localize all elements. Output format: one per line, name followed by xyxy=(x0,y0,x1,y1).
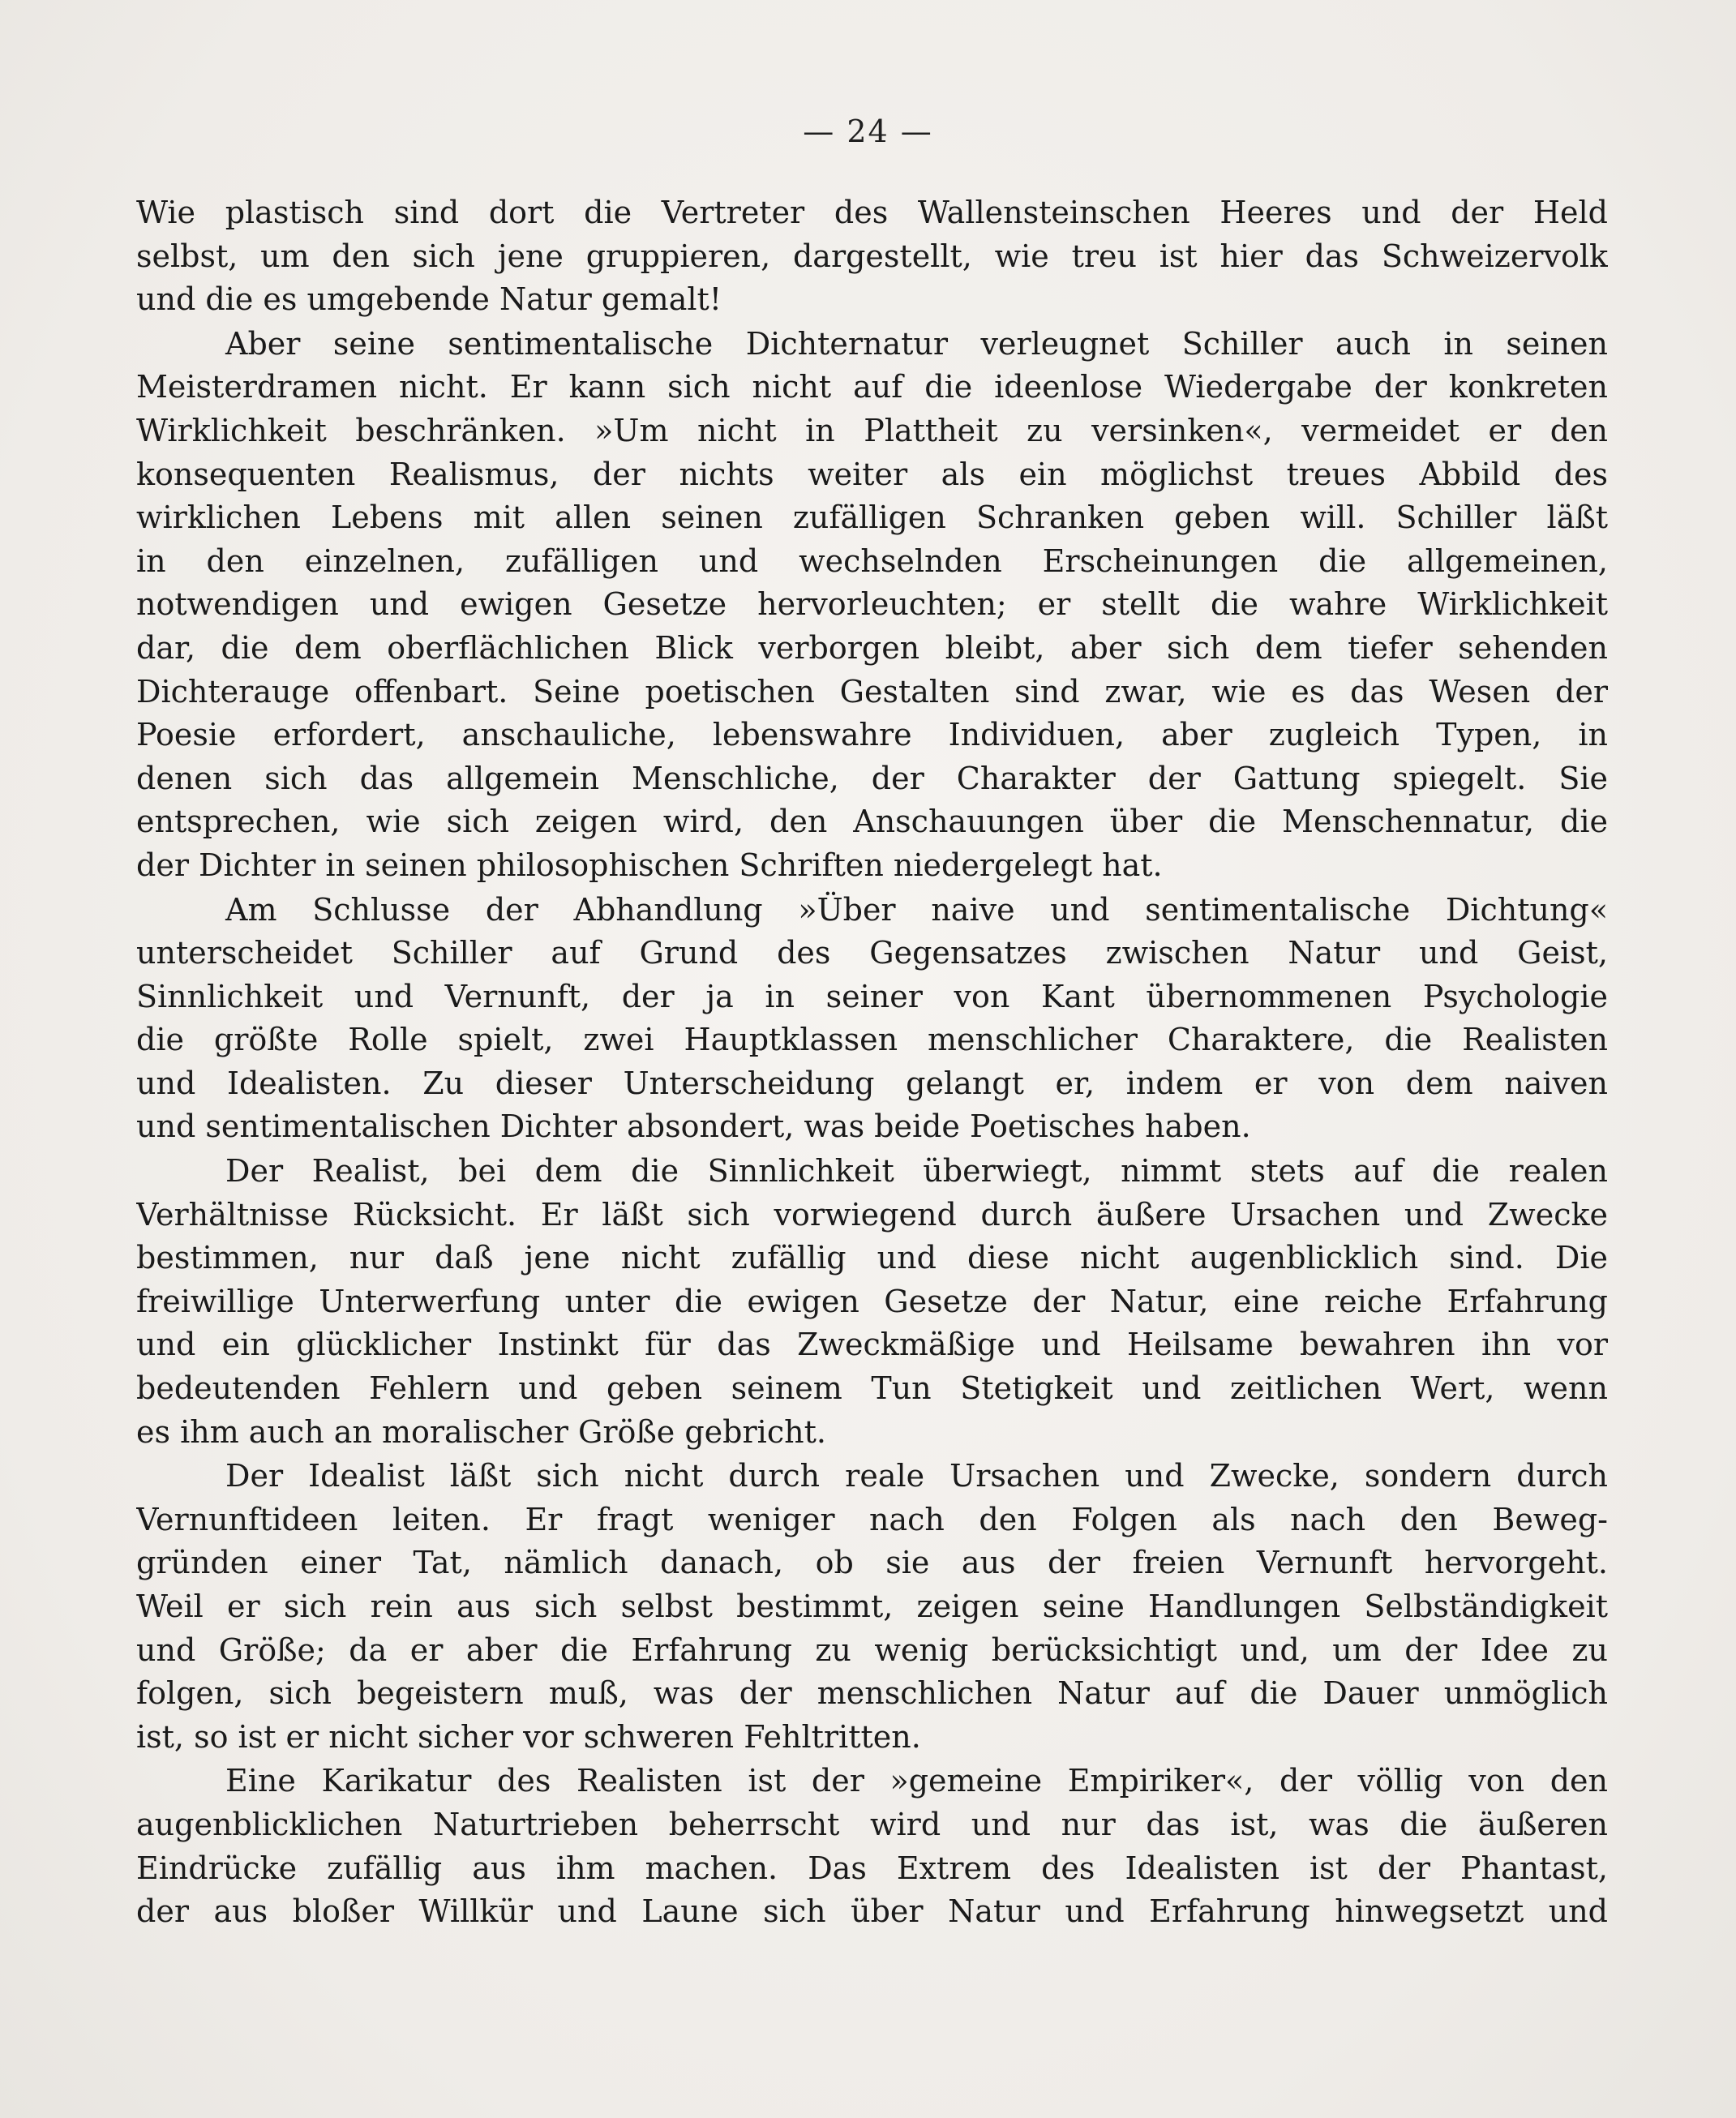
text-line: denen sich das allgemein Menschliche, der Charakter der Gattung spiegelt. Sie xyxy=(136,760,1608,796)
text-line: entsprechen, wie sich zeigen wird, den Anschauungen über die Menschennatur, die xyxy=(136,804,1608,840)
text-line: Dichterauge offenbart. Seine poetischen Gestalten sind zwar, wie es das Wesen der xyxy=(136,673,1608,710)
text-line: und die es umgebende Natur gemalt! xyxy=(136,281,722,318)
paragraph xyxy=(136,1150,1608,1454)
text-line: und ein glücklicher Instinkt für das Zweckmäßige und Heilsame bewahren ihn vor xyxy=(136,1327,1608,1363)
text-line: Vernunftideen leiten. Er fragt weniger nach den Folgen als nach den Beweg- xyxy=(136,1501,1608,1537)
text-line: ist, so ist er nicht sicher vor schweren Fehltritten. xyxy=(136,1718,921,1755)
text-line: Poesie erfordert, anschauliche, lebenswahre Individuen, aber zugleich Typen, in xyxy=(136,717,1608,753)
text-line: notwendigen und ewigen Gesetze hervorleuchten; er stellt die wahre Wirklichkeit xyxy=(136,586,1608,623)
text-line: folgen, sich begeistern muß, was der menschlichen Natur auf die Dauer unmöglich xyxy=(136,1675,1608,1712)
paragraph xyxy=(136,191,1608,322)
text-line: Der Idealist läßt sich nicht durch reale Ursachen und Zwecke, sondern durch xyxy=(225,1458,1608,1494)
text-line: wirklichen Lebens mit allen seinen zufälligen Schranken geben will. Schiller läßt xyxy=(136,499,1608,536)
text-line: Aber seine sentimentalische Dichternatur verleugnet Schiller auch in seinen xyxy=(225,325,1608,362)
text-line: dar, die dem oberflächlichen Blick verborgen bleibt, aber sich dem tiefer sehenden xyxy=(136,629,1608,666)
text-line: der Dichter in seinen philosophischen Schriften niedergelegt hat. xyxy=(136,847,1163,883)
paragraph xyxy=(136,323,1608,888)
text-line: Wirklichkeit beschränken. »Um nicht in Plattheit zu versinken«, vermeidet er den xyxy=(136,412,1608,448)
text-line: Eindrücke zufällig aus ihm machen. Das Extrem des Idealisten ist der Phantast, xyxy=(136,1850,1608,1886)
text-line: Eine Karikatur des Realisten ist der »gemeine Empiriker«, der völlig von den xyxy=(225,1763,1608,1799)
text-line: und sentimentalischen Dichter absondert, was beide Poetisches haben. xyxy=(136,1108,1251,1145)
text-line: Meisterdramen nicht. Er kann sich nicht auf die ideenlose Wiedergabe der konkreten xyxy=(136,369,1608,405)
text-line: konsequenten Realismus, der nichts weiter als ein möglichst treues Abbild des xyxy=(136,456,1608,492)
text-line: gründen einer Tat, nämlich danach, ob sie aus der freien Vernunft hervorgeht. xyxy=(136,1545,1608,1581)
page-number: — 24 — xyxy=(803,114,933,149)
text-line: Wie plastisch sind dort die Vertreter des Wallensteinschen Heeres und der Held xyxy=(136,195,1608,230)
paragraph xyxy=(136,889,1608,1150)
text-line: selbst, um den sich jene gruppieren, dargestellt, wie treu ist hier das Schweizervolk xyxy=(136,238,1608,274)
text-line: Verhältnisse Rücksicht. Er läßt sich vorwiegend durch äußere Ursachen und Zwecke xyxy=(136,1196,1608,1233)
text-line: freiwillige Unterwerfung unter die ewigen Gesetze der Natur, eine reiche Erfahrung xyxy=(136,1283,1608,1319)
paragraph xyxy=(136,1455,1608,1759)
text-line: es ihm auch an moralischer Größe gebricht. xyxy=(136,1413,826,1450)
paragraph xyxy=(136,1760,1608,1933)
text-line: und Größe; da er aber die Erfahrung zu wenig berücksichtigt und, um der Idee zu xyxy=(136,1631,1608,1668)
text-line: unterscheidet Schiller auf Grund des Gegensatzes zwischen Natur und Geist, xyxy=(136,935,1608,971)
text-line: Am Schlusse der Abhandlung »Über naive und sentimentalische Dichtung« xyxy=(225,891,1608,928)
text-line: Sinnlichkeit und Vernunft, der ja in seiner von Kant übernommenen Psychologie xyxy=(136,978,1608,1014)
text-line: der aus bloßer Willkür und Laune sich über Natur und Erfahrung hinwegsetzt und xyxy=(136,1893,1608,1930)
text-line: die größte Rolle spielt, zwei Hauptklassen menschlicher Charaktere, die Realisten xyxy=(136,1022,1608,1058)
text-line: und Idealisten. Zu dieser Unterscheidung gelangt er, indem er von dem naiven xyxy=(136,1065,1608,1101)
body-text xyxy=(136,191,1608,1935)
text-line: bedeutenden Fehlern und geben seinem Tun Stetigkeit und zeitlichen Wert, wenn xyxy=(136,1370,1608,1407)
text-line: bestimmen, nur daß jene nicht zufällig und diese nicht augenblicklich sind. Die xyxy=(136,1240,1608,1276)
text-line: Der Realist, bei dem die Sinnlichkeit überwiegt, nimmt stets auf die realen xyxy=(225,1153,1608,1190)
text-line: augenblicklichen Naturtrieben beherrscht wird und nur das ist, was die äußeren xyxy=(136,1806,1608,1842)
text-line: Weil er sich rein aus sich selbst bestimmt, zeigen seine Handlungen Selbständigkeit xyxy=(136,1588,1608,1624)
text-line: in den einzelnen, zufälligen und wechselnden Erscheinungen die allgemeinen, xyxy=(136,542,1608,579)
